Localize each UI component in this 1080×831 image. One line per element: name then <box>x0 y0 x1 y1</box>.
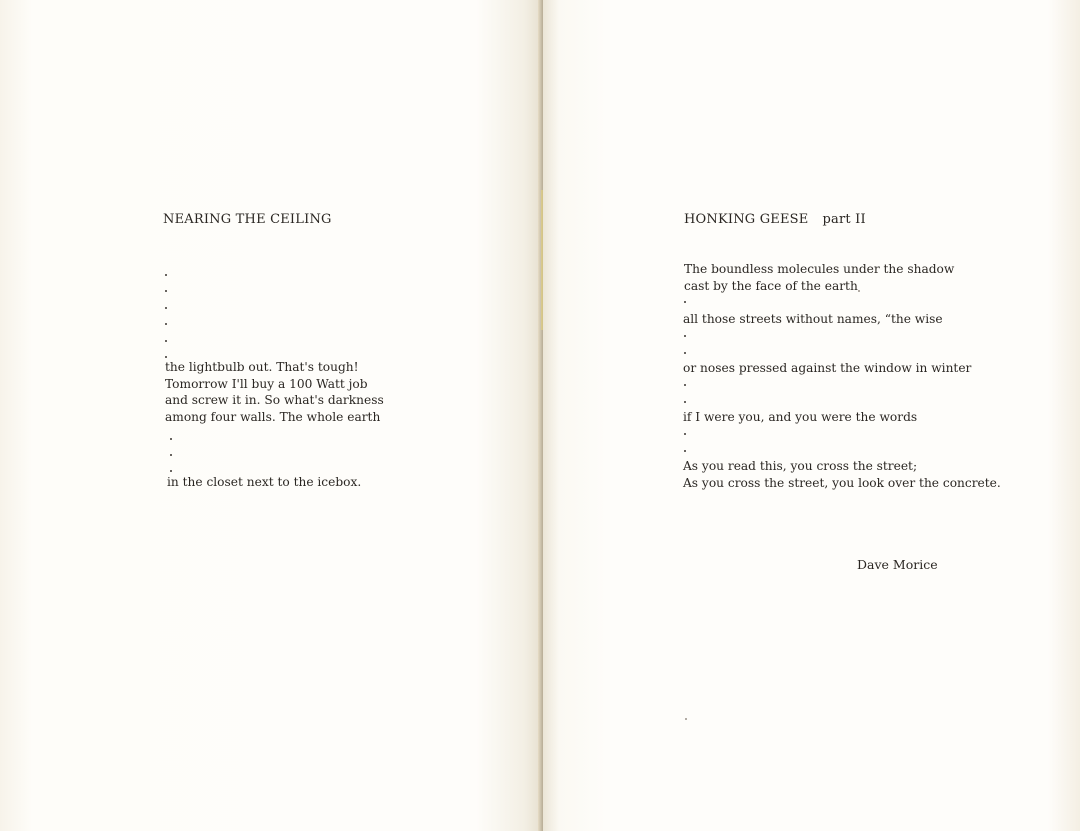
paper-speck <box>685 718 687 720</box>
ellipsis-dot <box>165 356 167 358</box>
poem-line: The boundless molecules under the shadow <box>684 262 955 276</box>
title-main: HONKING GEESE <box>684 212 809 227</box>
ellipsis-dot <box>684 301 686 303</box>
ellipsis-dot <box>684 352 686 354</box>
poem-line: the lightbulb out. That's tough! <box>165 360 359 374</box>
ellipsis-dot <box>165 290 167 292</box>
poem-line: As you read this, you cross the street; <box>683 459 918 473</box>
poem-line: Tomorrow I'll buy a 100 Watt job <box>165 376 368 391</box>
paper-speck <box>858 290 860 292</box>
left-page-title: NEARING THE CEILING <box>163 212 332 227</box>
ellipsis-dot <box>684 401 686 403</box>
ellipsis-dot <box>165 340 167 342</box>
ellipsis-dot <box>165 323 167 325</box>
ellipsis-dot <box>170 454 172 456</box>
title-subtitle: part II <box>822 212 866 227</box>
left-stanza-1 <box>165 359 384 425</box>
author-name: Dave Morice <box>857 557 938 572</box>
ellipsis-dot <box>170 438 172 440</box>
left-closing-line: in the closet next to the icebox. <box>167 475 362 489</box>
right-page-title <box>684 212 866 227</box>
poem-line: cast by the face of the earth <box>684 278 858 293</box>
ellipsis-dot <box>684 384 686 386</box>
poem-line: among four walls. The whole earth <box>165 409 381 424</box>
ellipsis-dot <box>684 335 686 337</box>
right-lines-1 <box>684 261 954 294</box>
ellipsis-dot <box>170 470 172 472</box>
ellipsis-dot <box>165 307 167 309</box>
ellipsis-dot <box>684 433 686 435</box>
poem-line: As you cross the street, you look over the concrete. <box>683 475 1001 490</box>
right-page <box>543 0 1080 831</box>
right-lines-5 <box>683 458 1001 491</box>
right-line-3: or noses pressed against the window in winter <box>683 361 972 375</box>
right-line-4: if I were you, and you were the words <box>683 410 918 424</box>
ellipsis-dot <box>684 450 686 452</box>
ellipsis-dot <box>165 274 167 276</box>
poem-line: and screw it in. So what's darkness <box>165 393 384 407</box>
right-line-2: all those streets without names, “the wise <box>683 312 943 326</box>
